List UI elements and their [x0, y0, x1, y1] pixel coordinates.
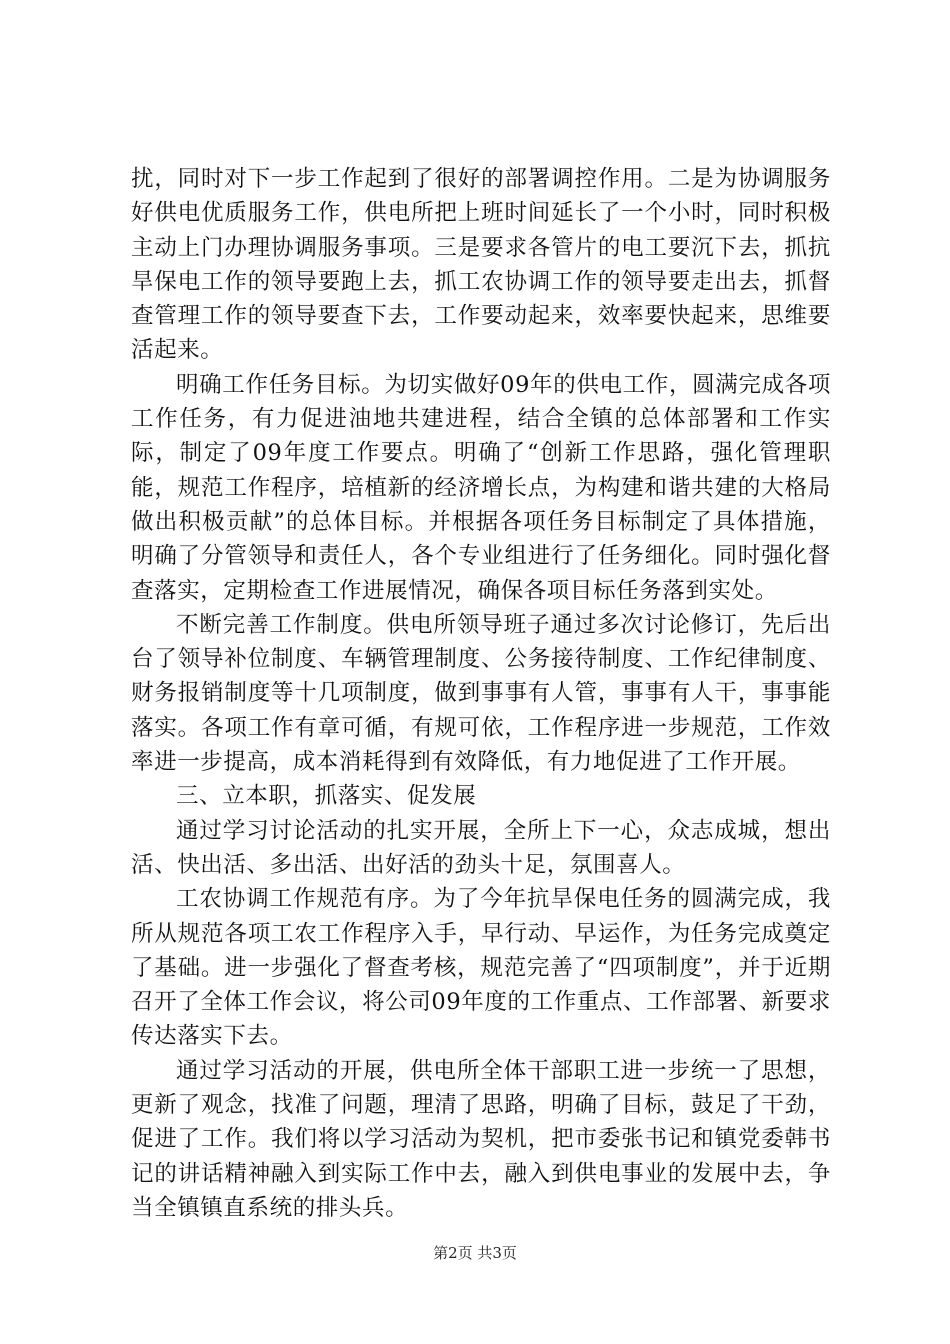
- paragraph-task-goals: 明确工作任务目标。为切实做好09年的供电工作，圆满完成各项工作任务，有力促进油地共建进程，结合全镇的总体部署和工作实际，制定了09年度工作要点。明确了“创新工作思路，强化管理职能，规范工作程序，培植新的经济增长点，为构建和谐共建的大格局做出积极贡献”的总体目标。并根据各项任务目标制定了具体措施，明确了分管领导和责任人，各个专业组进行了任务细化。同时强化督查落实，定期检查工作进展情况，确保各项目标任务落到实处。: [131, 371, 831, 604]
- paragraph-conclusion: 通过学习活动的开展，供电所全体干部职工进一步统一了思想，更新了观念，找准了问题，理清了思路，明确了目标，鼓足了干劲，促进了工作。我们将以学习活动为契机，把市委张书记和镇党委韩书记的讲话精神融入到实际工作中去，融入到供电事业的发展中去，争当全镇镇直系统的排头兵。: [131, 1057, 831, 1221]
- paragraph-work-system: 不断完善工作制度。供电所领导班子通过多次讨论修订，先后出台了领导补位制度、车辆管理制度、公务接待制度、工作纪律制度、财务报销制度等十几项制度，做到事事有人管，事事有人干，事事能落实。各项工作有章可循，有规可依，工作程序进一步规范，工作效率进一步提高，成本消耗得到有效降低，有力地促进了工作开展。: [131, 611, 831, 776]
- section-heading-three: 三、立本职，抓落实、促发展: [176, 783, 477, 810]
- paragraph-study-activity: 通过学习讨论活动的扎实开展，全所上下一心，众志成城，想出活、快出活、多出活、出好活的劲头十足，氛围喜人。: [131, 817, 831, 878]
- paragraph-continued: 扰，同时对下一步工作起到了很好的部署调控作用。二是为协调服务好供电优质服务工作，供电所把上班时间延长了一个小时，同时积极主动上门办理协调服务事项。三是要求各管片的电工要沉下去，抓抗旱保电工作的领导要跑上去，抓工农协调工作的领导要走出去，抓督查管理工作的领导要查下去，工作要动起来，效率要快起来，思维要活起来。: [131, 166, 831, 364]
- page-number: 第2页 共3页: [433, 1244, 517, 1262]
- document-body: [131, 162, 831, 1225]
- page-footer: [0, 1243, 950, 1263]
- paragraph-coordination: 工农协调工作规范有序。为了今年抗旱保电任务的圆满完成，我所从规范各项工农工作程序入手，早行动、早运作，为任务完成奠定了基础。进一步强化了督查考核，规范完善了“四项制度”，并于近期召开了全体工作会议，将公司09年度的工作重点、工作部署、新要求传达落实下去。: [131, 886, 831, 1050]
